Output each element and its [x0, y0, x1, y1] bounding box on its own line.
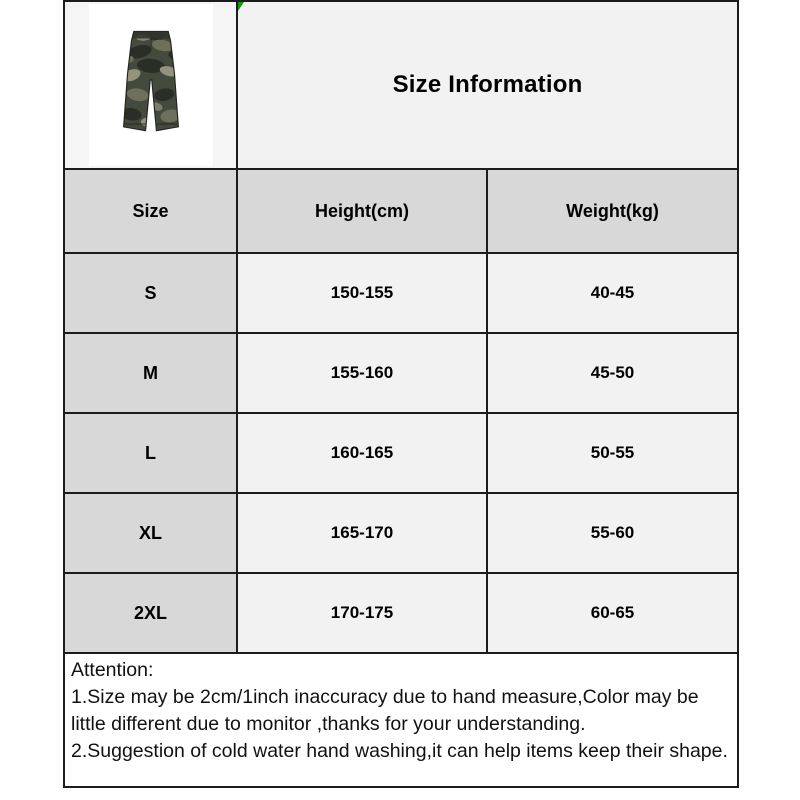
size-cell: L — [64, 413, 237, 493]
table-header-row — [64, 169, 738, 253]
weight-cell: 55-60 — [487, 493, 738, 573]
title-cell — [237, 1, 738, 169]
table-row-m — [64, 333, 738, 413]
size-cell: M — [64, 333, 237, 413]
size-cell: XL — [64, 493, 237, 573]
size-chart-table — [63, 0, 739, 788]
column-header-weight: Weight(kg) — [487, 169, 738, 253]
attention-heading: Attention: — [71, 659, 154, 681]
weight-cell: 50-55 — [487, 413, 738, 493]
attention-line-2: 2.Suggestion of cold water hand washing,it can help items keep their shape. — [71, 740, 728, 762]
table-row-s — [64, 253, 738, 333]
attention-line-1: 1.Size may be 2cm/1inch inaccuracy due to hand measure,Color may be little different due to monitor ,thanks for your understanding. — [71, 686, 699, 735]
column-header-height: Height(cm) — [237, 169, 487, 253]
page-title: Size Information — [392, 71, 583, 98]
table-row-2xl — [64, 573, 738, 653]
attention-note — [64, 653, 738, 787]
product-image-cell — [64, 1, 237, 169]
height-cell: 155-160 — [237, 333, 487, 413]
camo-shorts-image — [108, 18, 194, 152]
size-cell: 2XL — [64, 573, 237, 653]
weight-cell: 60-65 — [487, 573, 738, 653]
green-corner-marker-icon — [237, 2, 244, 11]
height-cell: 170-175 — [237, 573, 487, 653]
size-cell: S — [64, 253, 237, 333]
product-photo — [89, 4, 213, 166]
height-cell: 160-165 — [237, 413, 487, 493]
weight-cell: 40-45 — [487, 253, 738, 333]
table-row-l — [64, 413, 738, 493]
table-row-xl — [64, 493, 738, 573]
height-cell: 165-170 — [237, 493, 487, 573]
height-cell: 150-155 — [237, 253, 487, 333]
weight-cell: 45-50 — [487, 333, 738, 413]
column-header-size: Size — [64, 169, 237, 253]
attention-row — [64, 653, 738, 787]
top-row — [64, 1, 738, 169]
